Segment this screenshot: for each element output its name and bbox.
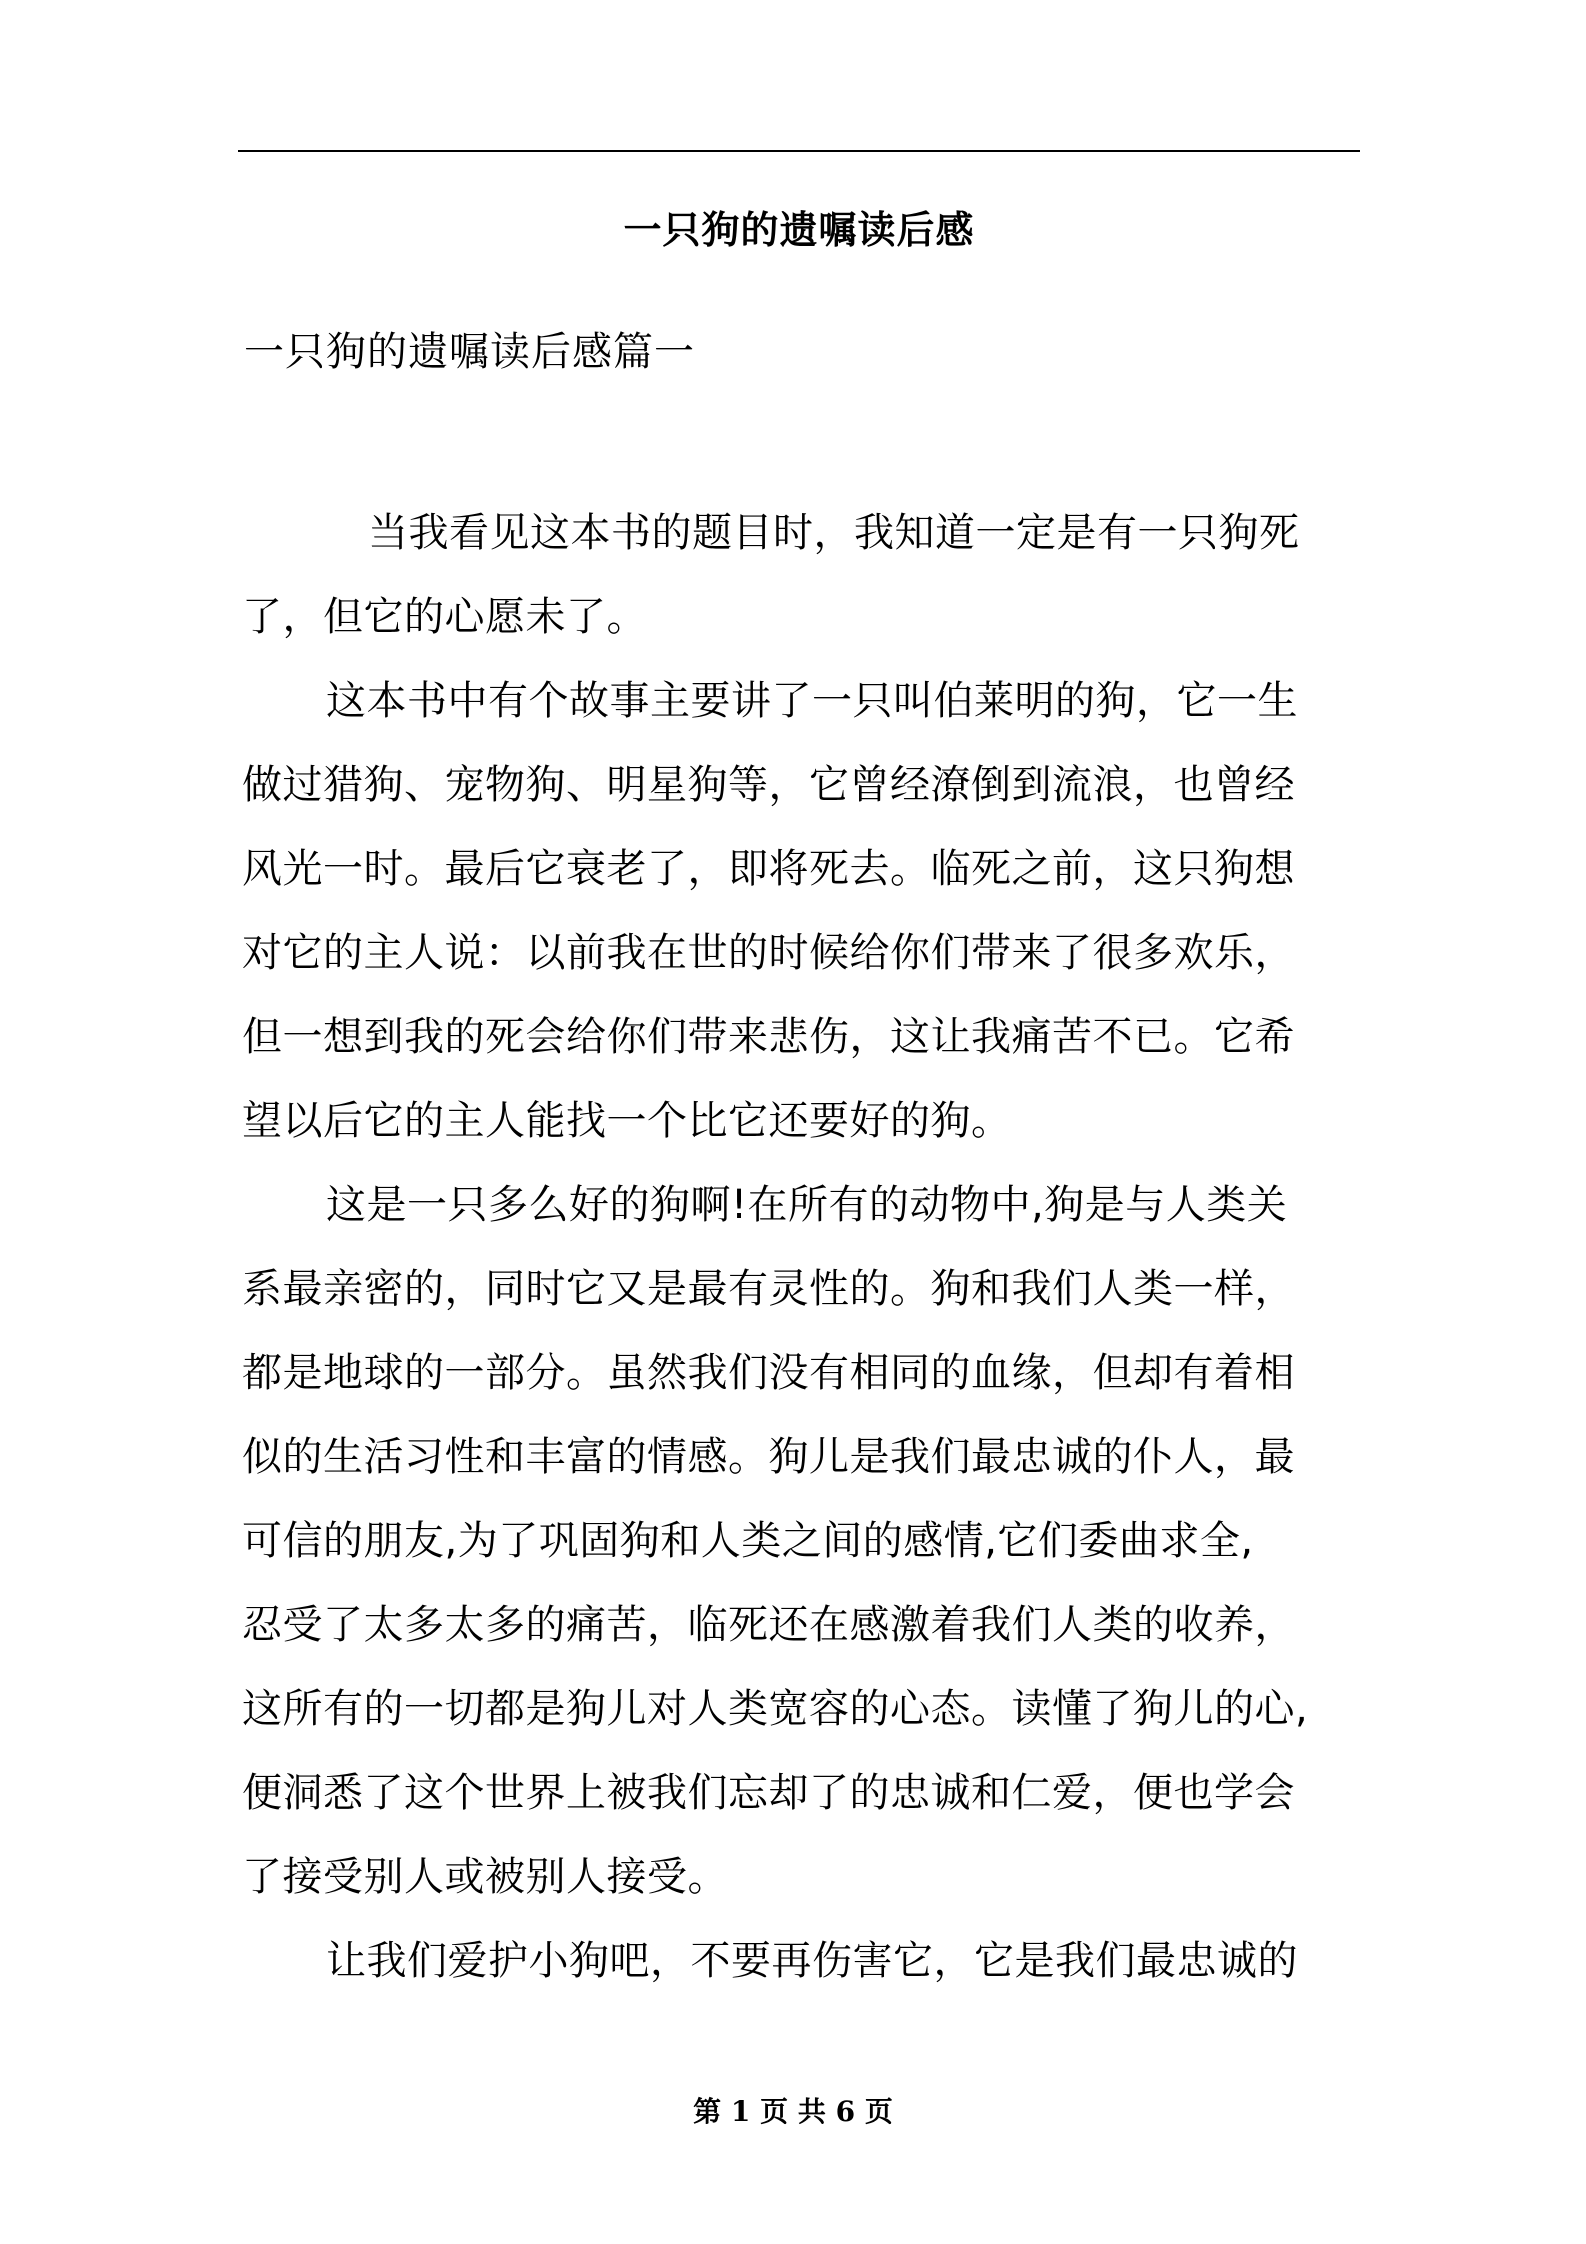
section-heading: 一只狗的遗嘱读后感篇一: [244, 329, 695, 375]
paragraph-line: 这是一只多么好的狗啊!在所有的动物中,狗是与人类关: [326, 1182, 1288, 1228]
paragraph-line: 当我看见这本书的题目时，我知道一定是有一只狗死: [368, 510, 1300, 556]
paragraph-line: 对它的主人说：以前我在世的时候给你们带来了很多欢乐，: [242, 930, 1295, 976]
paragraph-line: 忍受了太多太多的痛苦，临死还在感激着我们人类的收养，: [242, 1602, 1295, 1648]
page-number-label: 第 1 页 共 6 页: [693, 2095, 893, 2128]
paragraph-line: 了接受别人或被别人接受。: [242, 1854, 728, 1900]
paragraph-line: 望以后它的主人能找一个比它还要好的狗。: [242, 1098, 1012, 1144]
paragraph-line: 便洞悉了这个世界上被我们忘却了的忠诚和仁爱，便也学会: [242, 1770, 1295, 1816]
paragraph-line: 但一想到我的死会给你们带来悲伤，这让我痛苦不已。它希: [242, 1014, 1295, 1060]
paragraph-line: 这所有的一切都是狗儿对人类宽容的心态。读懂了狗儿的心,: [242, 1686, 1309, 1732]
paragraph-line: 可信的朋友,为了巩固狗和人类之间的感情,它们委曲求全,: [242, 1518, 1254, 1564]
paragraph-line: 似的生活习性和丰富的情感。狗儿是我们最忠诚的仆人，最: [242, 1434, 1295, 1480]
paragraph-line: 风光一时。最后它衰老了，即将死去。临死之前，这只狗想: [242, 846, 1295, 892]
paragraph-line: 系最亲密的，同时它又是最有灵性的。狗和我们人类一样，: [242, 1266, 1295, 1312]
paragraph-line: 了，但它的心愿未了。: [242, 594, 647, 640]
paragraph-line: 这本书中有个故事主要讲了一只叫伯莱明的狗，它一生: [326, 678, 1298, 724]
page-number-footer: [0, 2092, 1586, 2132]
paragraph-line: 让我们爱护小狗吧，不要再伤害它，它是我们最忠诚的: [326, 1938, 1298, 1984]
paragraph-line: 都是地球的一部分。虽然我们没有相同的血缘，但却有着相: [242, 1350, 1295, 1396]
body-text: [242, 491, 1372, 2003]
paragraph-line: 做过猎狗、宠物狗、明星狗等，它曾经潦倒到流浪，也曾经: [242, 762, 1295, 808]
header-rule: [238, 150, 1360, 152]
document-title: 一只狗的遗嘱读后感: [623, 208, 975, 252]
